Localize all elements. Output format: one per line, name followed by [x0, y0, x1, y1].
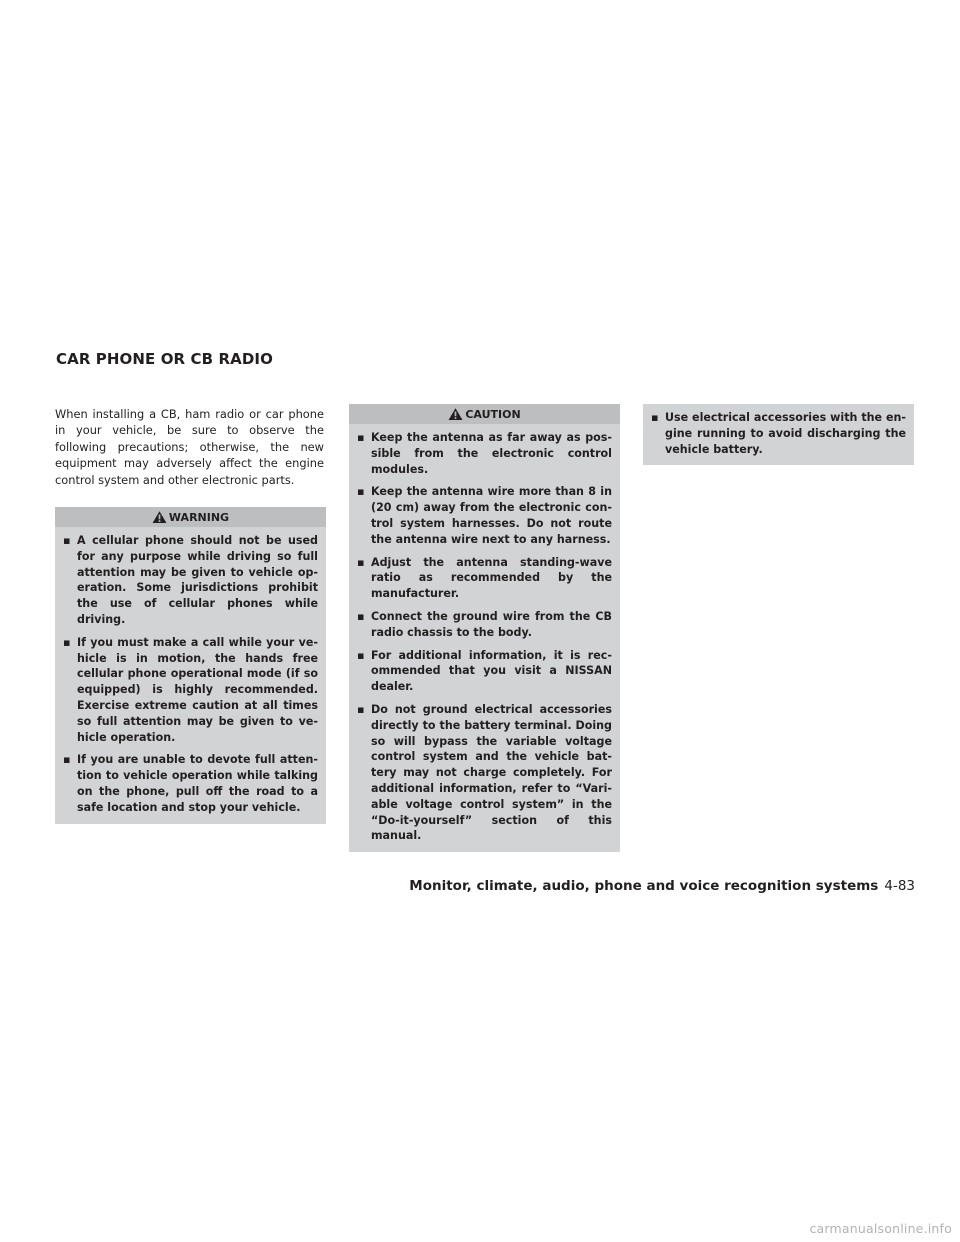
warning-item: ▪ If you are unable to devote full attention to vehicle operation while talking on the phone, pull off the road to a safe location and stop your vehicle.	[63, 753, 318, 814]
watermark: carmanualsonline.info	[809, 1221, 952, 1236]
bullet: ▪	[63, 534, 71, 548]
caution-label: CAUTION	[465, 407, 521, 421]
caution-continued-box	[643, 404, 914, 465]
warning-box	[55, 507, 326, 824]
caution-list	[349, 430, 620, 844]
column-left	[55, 404, 326, 824]
bullet: ▪	[357, 555, 365, 569]
caution-item: ▪ Use electrical accessories with the engine running to avoid discharging the vehicle battery.	[651, 411, 906, 456]
bullet: ▪	[63, 753, 71, 767]
bullet: ▪	[357, 431, 365, 444]
column-right	[643, 404, 914, 465]
bullet: ▪	[651, 411, 659, 424]
warning-item: ▪ A cellular phone should not be used for any purpose while driving so full attention may be given to vehicle operation. Some jurisdictions prohibit the use of cellular phones while driving.	[63, 534, 318, 627]
bullet: ▪	[357, 609, 365, 623]
warning-header	[55, 507, 326, 527]
bullet: ▪	[357, 648, 365, 662]
caution-box	[349, 404, 620, 852]
column-middle	[349, 404, 620, 852]
caution-item: ▪ Keep the antenna wire more than 8 in (20 cm) away from the electronic control system harnesses. Do not route the antenna wire next to any harness.	[357, 485, 612, 546]
warning-item: ▪ If you must make a call while your vehicle is in motion, the hands free cellular phone operational mode (if so equipped) is highly recommended. Exercise extreme caution at all times so full attention may be given to vehicle operation.	[63, 635, 318, 744]
intro-paragraph: When installing a CB, ham radio or car phone in your vehicle, be sure to observe the following precautions; otherwise, the new equipment may adversely affect the engine control system and other electronic parts.	[55, 407, 324, 487]
caution-item: ▪ Keep the antenna as far away as possible from the electronic control modules.	[357, 431, 612, 476]
bullet: ▪	[63, 635, 71, 649]
footer-chapter-title: Monitor, climate, audio, phone and voice recognition systems	[409, 878, 879, 894]
warning-list	[55, 533, 326, 816]
warning-triangle-icon	[448, 407, 463, 421]
warning-label: WARNING	[168, 510, 230, 524]
caution-header	[349, 404, 620, 424]
bullet: ▪	[357, 702, 365, 716]
caution-item: ▪ Connect the ground wire from the CB radio chassis to the body.	[357, 609, 612, 639]
caution-item: ▪ For additional information, it is recommended that you visit a NISSAN dealer.	[357, 648, 612, 694]
footer-page-number: 4-83	[884, 878, 915, 894]
section-title: CAR PHONE OR CB RADIO	[56, 350, 273, 368]
warning-triangle-icon	[152, 510, 167, 524]
page-footer	[409, 878, 915, 894]
caution-continued-list	[643, 410, 914, 457]
bullet: ▪	[357, 485, 365, 499]
caution-item: ▪ Do not ground electrical accessories directly to the battery terminal. Doing so will bypass the variable voltage control system and the vehicle battery may not charge completely. For additional information, refer to “Variable voltage control system” in the “Do-it-yourself” section of this manual.	[357, 702, 612, 843]
caution-item: ▪ Adjust the antenna standing-wave ratio as recommended by the manufacturer.	[357, 555, 612, 601]
